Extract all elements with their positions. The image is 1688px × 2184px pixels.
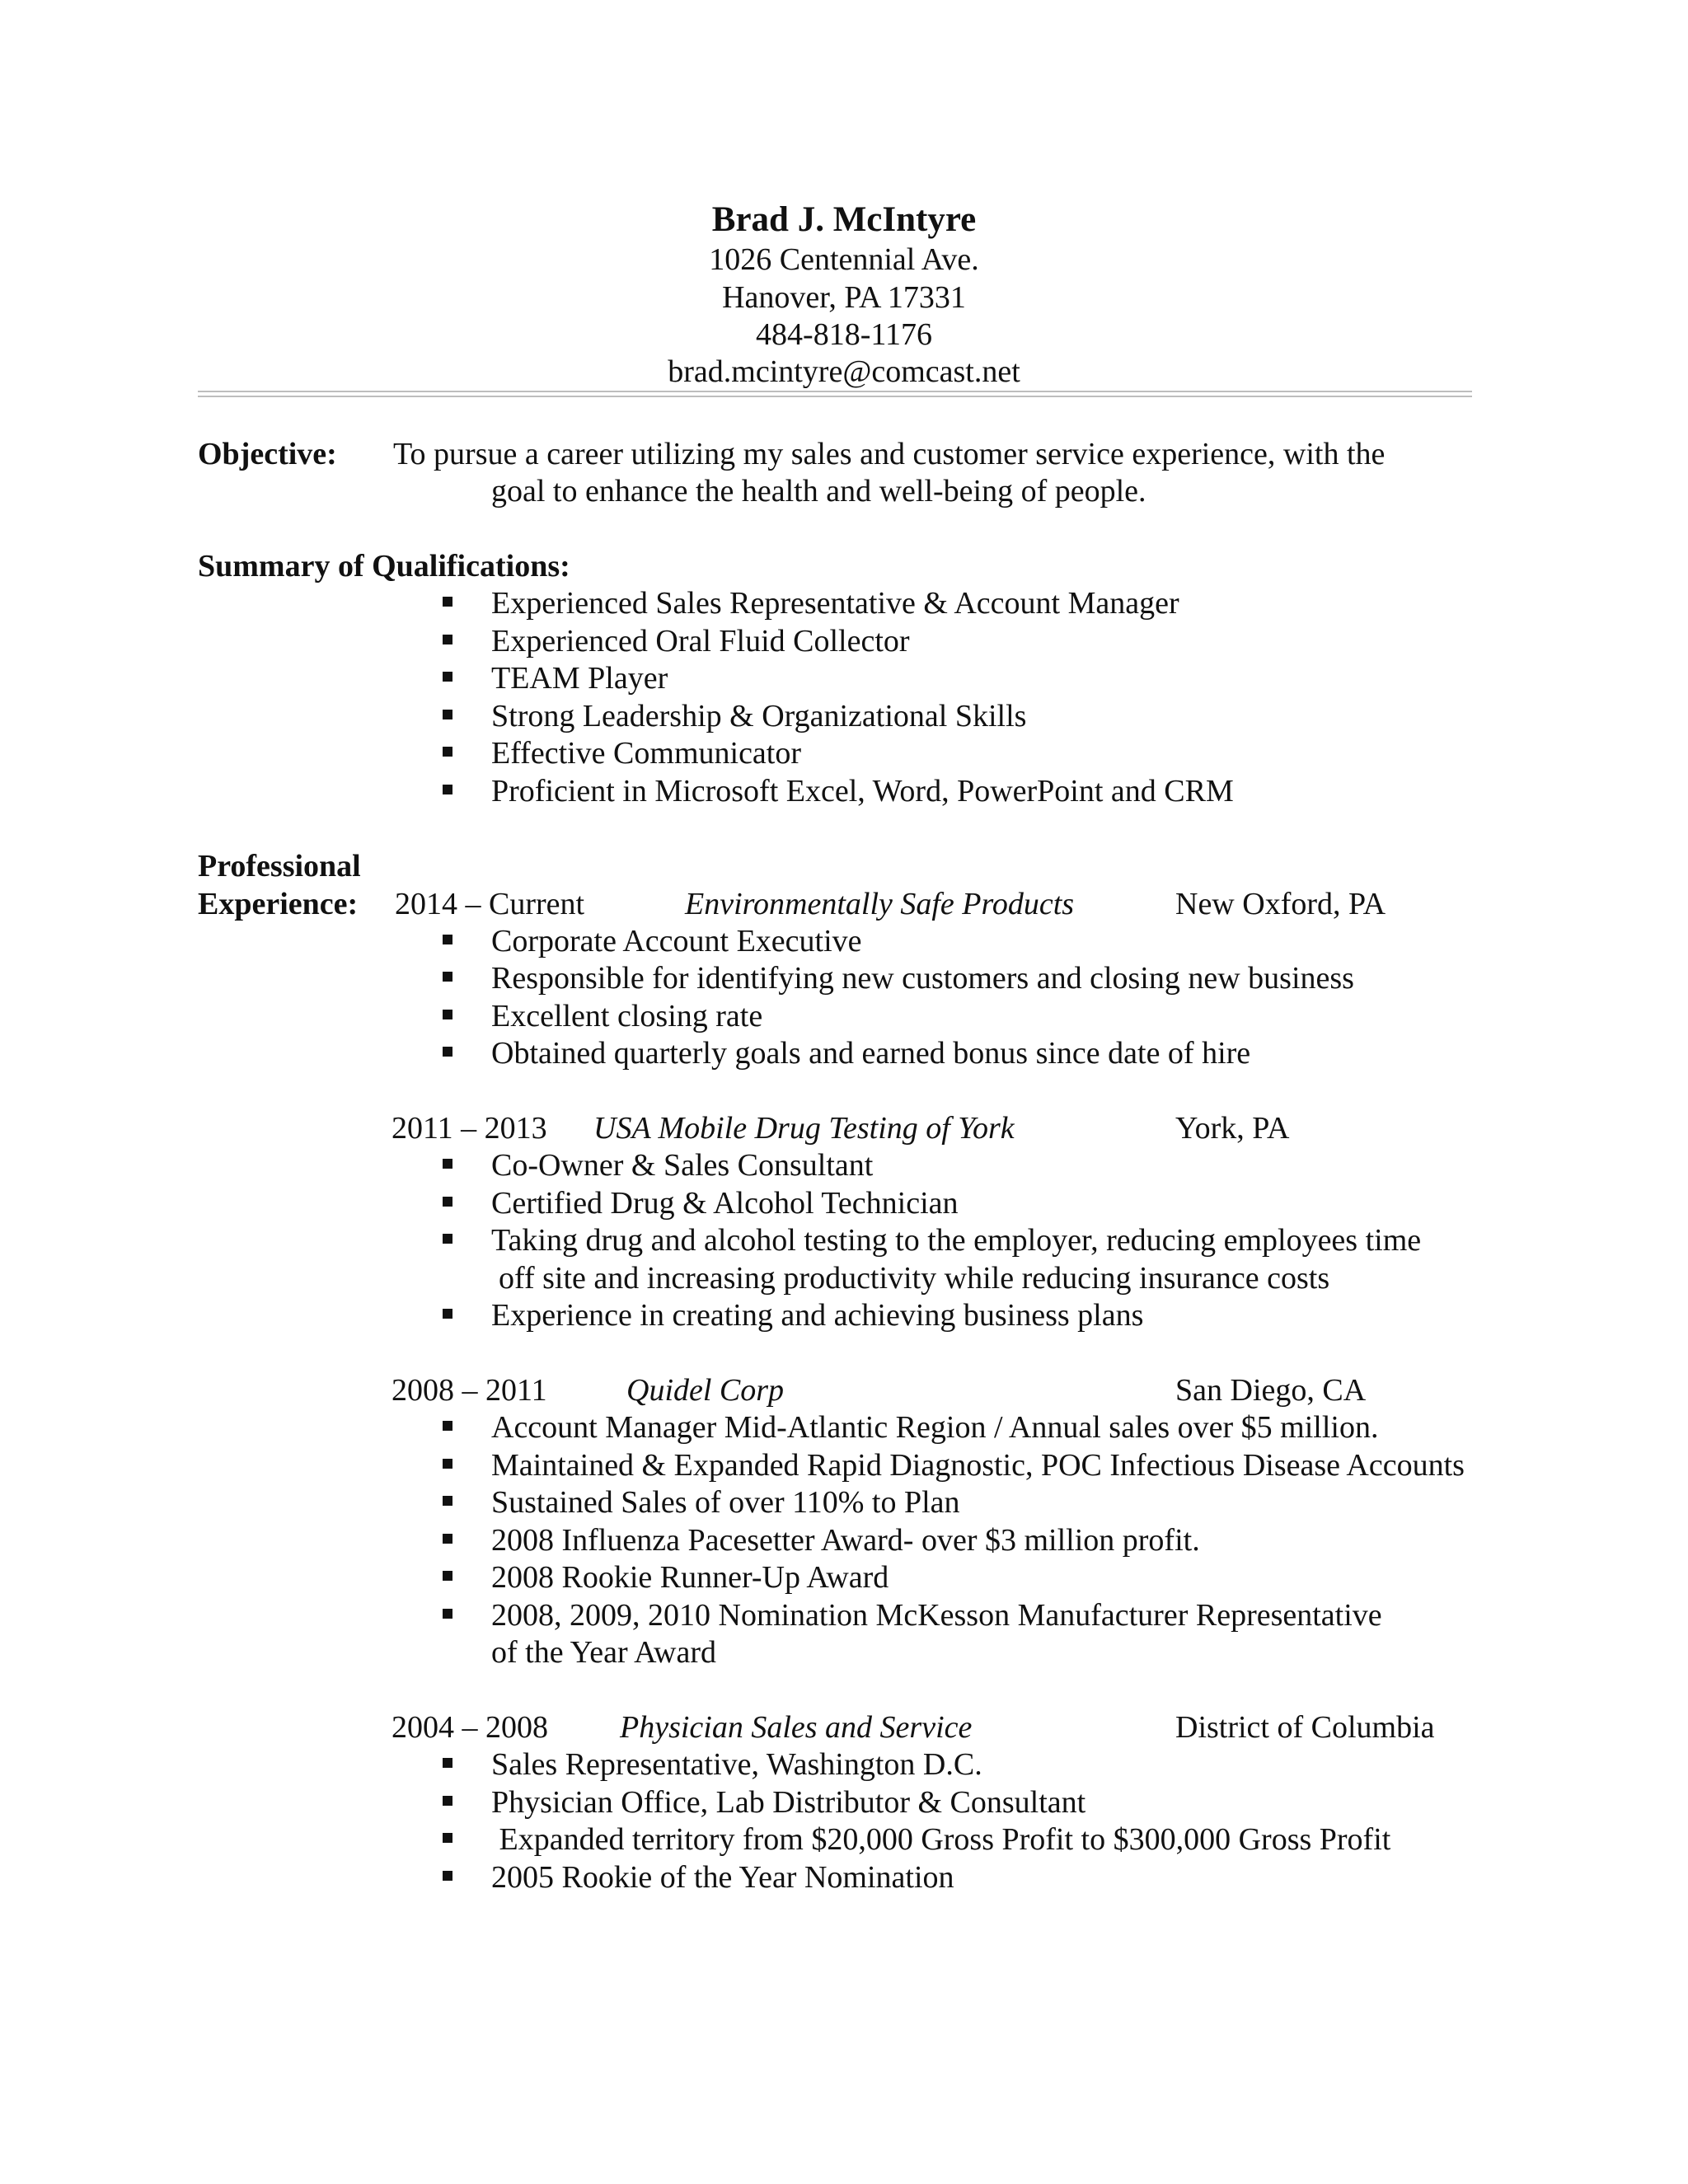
summary-item: Effective Communicator	[491, 736, 802, 771]
job-bullet: Certified Drug & Alcohol Technician	[491, 1186, 959, 1221]
bullet-square-icon	[443, 1234, 452, 1244]
bullet-square-icon	[443, 1571, 452, 1581]
job-bullet: Expanded territory from $20,000 Gross Profit to $300,000 Gross Profit	[491, 1822, 1391, 1857]
bullet-square-icon	[443, 935, 452, 944]
job-bullet: 2008, 2009, 2010 Nomination McKesson Manufacturer Representative	[491, 1598, 1382, 1633]
job-company: Environmentally Safe Products	[685, 887, 1075, 921]
job-bullet-continuation: off site and increasing productivity while reducing insurance costs	[499, 1261, 1330, 1296]
address-line-2: Hanover, PA 17331	[722, 280, 966, 315]
job-dates: 2004 – 2008	[392, 1710, 548, 1745]
job-bullet: Sales Representative, Washington D.C.	[491, 1747, 982, 1782]
phone-number: 484-818-1176	[756, 317, 932, 352]
job-bullet: Taking drug and alcohol testing to the employer, reducing employees time	[491, 1223, 1422, 1258]
bullet-square-icon	[443, 597, 452, 607]
bullet-square-icon	[443, 1159, 452, 1169]
job-dates: 2011 – 2013	[392, 1111, 547, 1146]
bullet-square-icon	[443, 972, 452, 982]
job-bullet: Obtained quarterly goals and earned bonus since date of hire	[491, 1036, 1251, 1071]
job-bullet-continuation: of the Year Award	[491, 1635, 717, 1670]
job-bullet: Account Manager Mid-Atlantic Region / Annual sales over $5 million.	[491, 1410, 1379, 1445]
job-dates: 2008 – 2011	[392, 1373, 547, 1408]
bullet-square-icon	[443, 1047, 452, 1057]
job-bullet: Responsible for identifying new customers and closing new business	[491, 961, 1354, 996]
job-bullet: Experience in creating and achieving business plans	[491, 1298, 1144, 1333]
bullet-square-icon	[443, 710, 452, 719]
bullet-square-icon	[443, 785, 452, 794]
bullet-square-icon	[443, 1010, 452, 1019]
job-location: York, PA	[1175, 1111, 1290, 1146]
job-location: New Oxford, PA	[1175, 887, 1386, 921]
bullet-square-icon	[443, 1758, 452, 1768]
bullet-square-icon	[443, 747, 452, 757]
bullet-square-icon	[443, 1534, 452, 1544]
objective-label: Objective:	[198, 437, 337, 471]
job-bullet: Maintained & Expanded Rapid Diagnostic, POC Infectious Disease Accounts	[491, 1448, 1465, 1483]
header-divider-top	[198, 391, 1472, 392]
email-address: brad.mcintyre@comcast.net	[668, 354, 1020, 389]
job-location: District of Columbia	[1175, 1710, 1435, 1745]
bullet-square-icon	[443, 1871, 452, 1881]
summary-item: TEAM Player	[491, 661, 668, 696]
job-bullet: Corporate Account Executive	[491, 924, 862, 958]
candidate-name: Brad J. McIntyre	[711, 200, 977, 239]
bullet-square-icon	[443, 1496, 452, 1506]
summary-item: Strong Leadership & Organizational Skills	[491, 699, 1027, 733]
bullet-square-icon	[443, 1459, 452, 1469]
job-bullet: 2005 Rookie of the Year Nomination	[491, 1860, 954, 1895]
job-bullet: 2008 Influenza Pacesetter Award- over $3 million profit.	[491, 1523, 1200, 1558]
job-dates: 2014 – Current	[395, 887, 585, 921]
objective-text-line-1: To pursue a career utilizing my sales and customer service experience, with the	[393, 437, 1386, 471]
job-bullet: Co-Owner & Sales Consultant	[491, 1148, 874, 1183]
job-company: Physician Sales and Service	[620, 1710, 973, 1745]
objective-text-line-2: goal to enhance the health and well-being of people.	[491, 474, 1146, 509]
job-bullet: Excellent closing rate	[491, 999, 763, 1033]
job-company: USA Mobile Drug Testing of York	[593, 1111, 1015, 1146]
bullet-square-icon	[443, 672, 452, 682]
bullet-square-icon	[443, 1309, 452, 1319]
header-divider-bottom	[198, 396, 1472, 397]
bullet-square-icon	[443, 1796, 452, 1806]
experience-label-line-1: Professional	[198, 849, 361, 883]
experience-label-line-2: Experience:	[198, 887, 359, 921]
summary-item: Experienced Sales Representative & Account Manager	[491, 586, 1179, 621]
bullet-square-icon	[443, 1833, 452, 1843]
summary-label: Summary of Qualifications:	[198, 549, 570, 583]
job-bullet: 2008 Rookie Runner-Up Award	[491, 1560, 889, 1595]
summary-item: Proficient in Microsoft Excel, Word, PowerPoint and CRM	[491, 774, 1234, 808]
job-bullet: Physician Office, Lab Distributor & Consultant	[491, 1785, 1086, 1820]
job-company: Quidel Corp	[626, 1373, 785, 1408]
address-line-1: 1026 Centennial Ave.	[709, 242, 979, 277]
summary-item: Experienced Oral Fluid Collector	[491, 624, 910, 658]
bullet-square-icon	[443, 1421, 452, 1431]
bullet-square-icon	[443, 635, 452, 644]
bullet-square-icon	[443, 1197, 452, 1207]
bullet-square-icon	[443, 1609, 452, 1619]
job-location: San Diego, CA	[1175, 1373, 1367, 1408]
job-bullet: Sustained Sales of over 110% to Plan	[491, 1485, 960, 1520]
